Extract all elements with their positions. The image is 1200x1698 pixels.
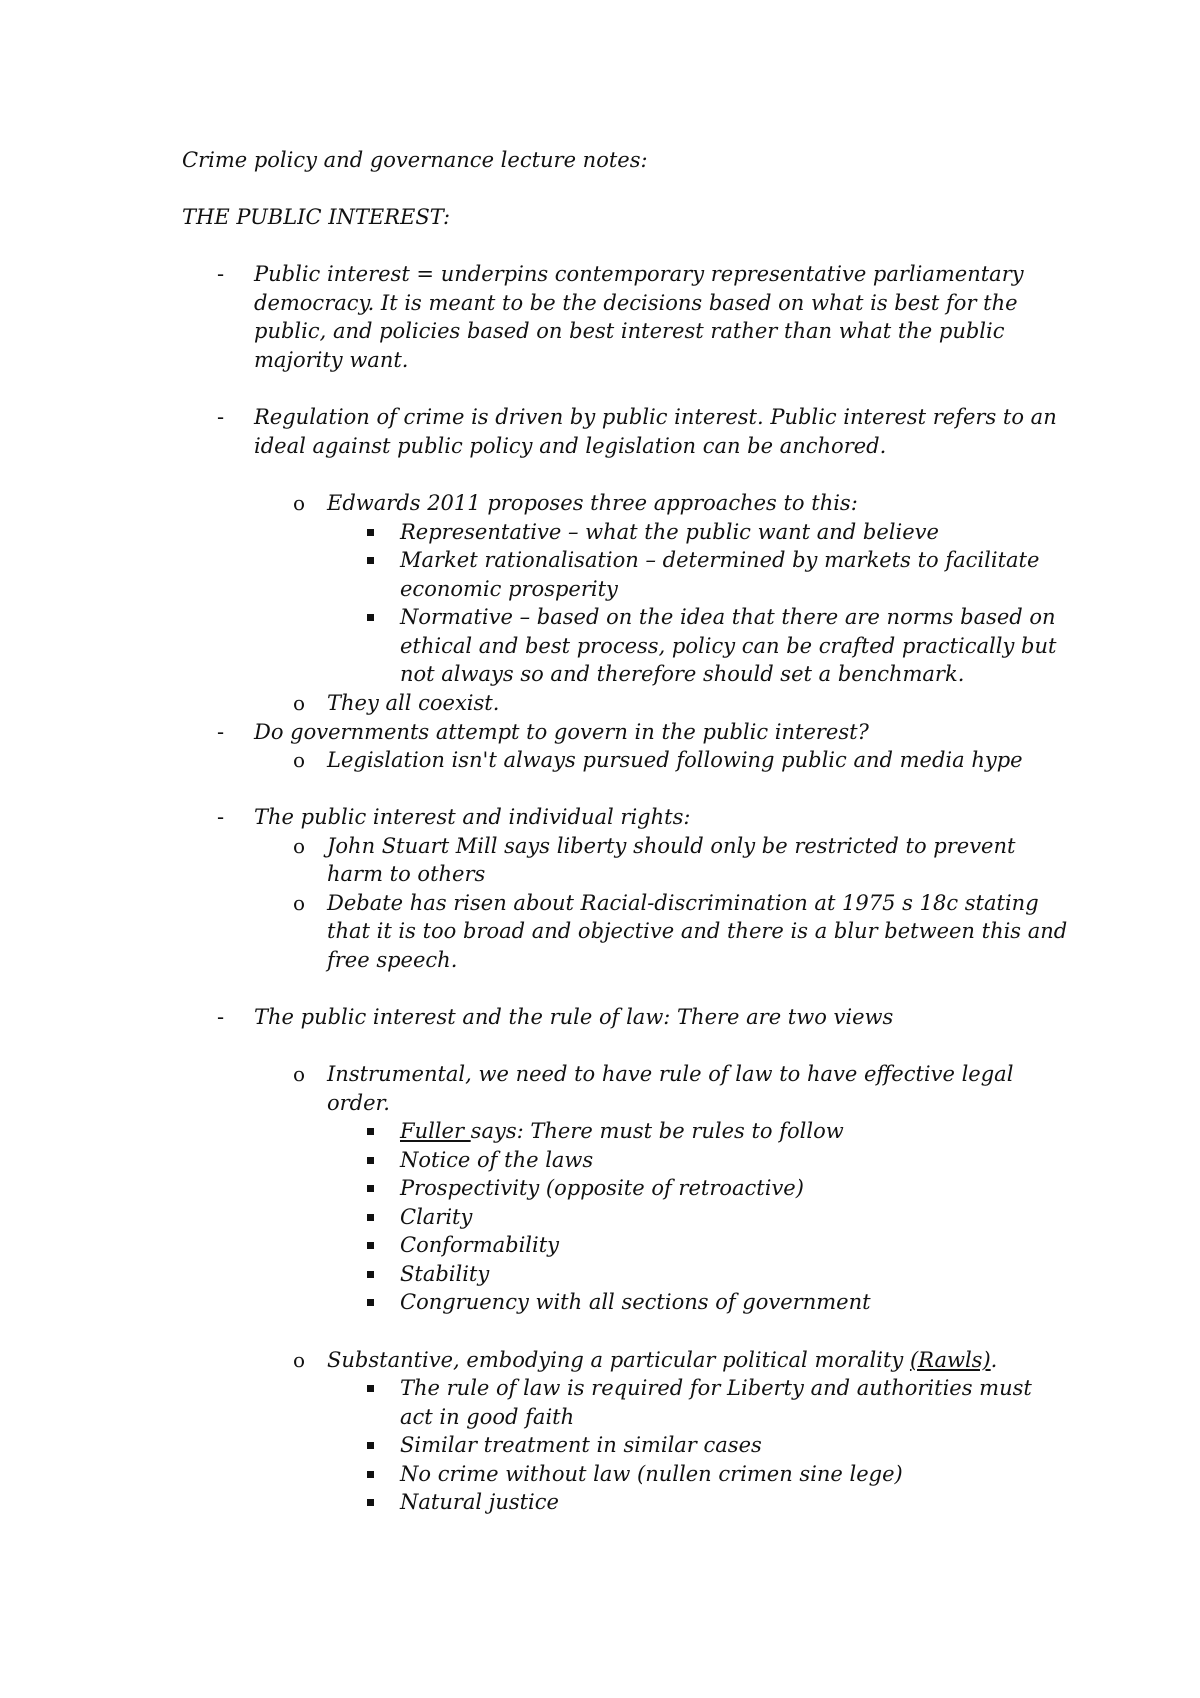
square-bullet-marker (367, 529, 374, 536)
dash-bullet-marker: - (217, 405, 225, 429)
sub-sub-bullet-text: Natural justice (400, 1490, 559, 1514)
circle-bullet-marker: o (293, 491, 306, 515)
bullet-text-line: Do governments attempt to govern in the public interest? (254, 720, 869, 744)
rawls-citation: (Rawls) (909, 1348, 991, 1372)
section-heading: THE PUBLIC INTEREST: (182, 205, 451, 229)
bullet-text-line: public, and policies based on best interest rather than what the public (254, 319, 1005, 343)
bullet-text-line: majority want. (254, 348, 409, 372)
circle-bullet-marker: o (293, 1062, 306, 1086)
sub-sub-bullet-text: Conformability (400, 1233, 560, 1257)
dash-bullet-marker: - (217, 805, 225, 829)
square-bullet-marker (367, 614, 374, 621)
square-bullet-marker (367, 1499, 374, 1506)
dash-bullet-marker: - (217, 262, 225, 286)
square-bullet-marker (367, 1214, 374, 1221)
sub-bullet-text: that it is too broad and objective and there is a blur between this and (327, 919, 1068, 943)
sub-sub-bullet-text: Congruency with all sections of government (400, 1290, 871, 1314)
dash-bullet-marker: - (217, 1005, 225, 1029)
sub-bullet-text: Instrumental, we need to have rule of law to have effective legal (327, 1062, 1014, 1086)
sub-sub-bullet-text: Representative – what the public want and believe (400, 520, 939, 544)
substantive-period: . (990, 1348, 998, 1372)
document-title: Crime policy and governance lecture notes: (182, 148, 648, 172)
sub-sub-bullet-text: act in good faith (400, 1405, 575, 1429)
sub-bullet-text: free speech. (327, 948, 458, 972)
sub-bullet-text: Legislation isn't always pursued following public and media hype (327, 748, 1023, 772)
dash-bullet-marker: - (217, 720, 225, 744)
square-bullet-marker (367, 1442, 374, 1449)
sub-sub-bullet-text: not always so and therefore should set a benchmark. (400, 662, 965, 686)
sub-sub-bullet-text: Similar treatment in similar cases (400, 1433, 762, 1457)
sub-sub-bullet-text: economic prosperity (400, 577, 618, 601)
circle-bullet-marker: o (293, 891, 306, 915)
bullet-text-line: Public interest = underpins contemporary representative parliamentary (254, 262, 1024, 286)
fuller-text: says: There must be rules to follow (470, 1119, 844, 1143)
bullet-text-line: democracy. It is meant to be the decisions based on what is best for the (254, 291, 1018, 315)
square-bullet-marker (367, 1128, 374, 1135)
sub-sub-bullet-text: The rule of law is required for Liberty and authorities must (400, 1376, 1032, 1400)
square-bullet-marker (367, 1185, 374, 1192)
sub-sub-bullet-text: Notice of the laws (400, 1148, 594, 1172)
square-bullet-marker (367, 557, 374, 564)
fuller-citation: Fuller (400, 1119, 471, 1143)
square-bullet-marker (367, 1471, 374, 1478)
sub-sub-bullet-text: Market rationalisation – determined by markets to facilitate (400, 548, 1040, 572)
substantive-line (327, 1346, 997, 1374)
sub-bullet-text: John Stuart Mill says liberty should only be restricted to prevent (327, 834, 1016, 858)
square-bullet-marker (367, 1271, 374, 1278)
sub-sub-bullet-text: No crime without law (nullen crimen sine lege) (400, 1462, 903, 1486)
bullet-text-line: ideal against public policy and legislation can be anchored. (254, 434, 887, 458)
sub-sub-bullet-text: Stability (400, 1262, 490, 1286)
sub-sub-bullet-text: Normative – based on the idea that there are norms based on (400, 605, 1056, 629)
bullet-text-line: Regulation of crime is driven by public interest. Public interest refers to an (254, 405, 1057, 429)
circle-bullet-marker: o (293, 1348, 306, 1372)
circle-bullet-marker: o (293, 691, 306, 715)
sub-bullet-text: Debate has risen about Racial-discrimination at 1975 s 18c stating (327, 891, 1039, 915)
square-bullet-marker (367, 1242, 374, 1249)
bullet-text-line: The public interest and individual rights: (254, 805, 691, 829)
bullet-text-line: The public interest and the rule of law: There are two views (254, 1005, 894, 1029)
circle-bullet-marker: o (293, 748, 306, 772)
square-bullet-marker (367, 1157, 374, 1164)
fuller-line (400, 1117, 844, 1145)
sub-bullet-text: order. (327, 1091, 390, 1115)
sub-sub-bullet-text: ethical and best process, policy can be crafted practically but (400, 634, 1057, 658)
square-bullet-marker (367, 1385, 374, 1392)
sub-bullet-text: Edwards 2011 proposes three approaches to this: (327, 491, 858, 515)
sub-bullet-text: They all coexist. (327, 691, 500, 715)
sub-sub-bullet-text: Clarity (400, 1205, 473, 1229)
sub-sub-bullet-text: Prospectivity (opposite of retroactive) (400, 1176, 804, 1200)
sub-bullet-text: harm to others (327, 862, 486, 886)
square-bullet-marker (367, 1299, 374, 1306)
substantive-text: Substantive, embodying a particular political morality (327, 1348, 910, 1372)
circle-bullet-marker: o (293, 834, 306, 858)
